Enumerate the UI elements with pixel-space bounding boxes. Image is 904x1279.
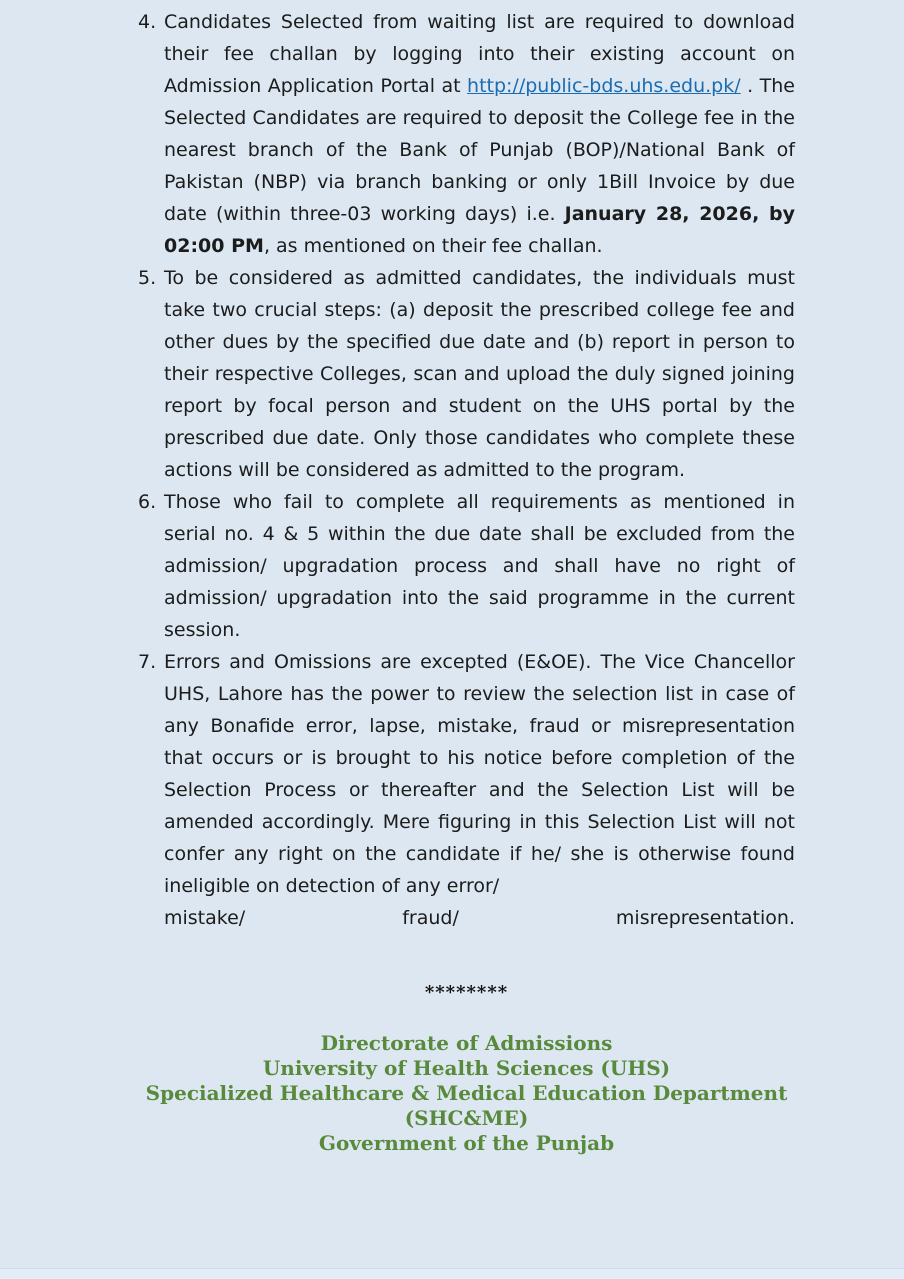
spread-word: fraud/ (402, 907, 459, 929)
body-text: Those who fail to complete all requirements as mentioned in serial no. 4 & 5 within the due date shall be excluded from the admission/ upgradation process and shall have no right of admission/ upgradation into the said programme in the current session. (164, 491, 795, 641)
item-text (164, 262, 795, 486)
page-edge (0, 1268, 904, 1279)
body-text: Candidates Selected from waiting list are required to download their fee challan by logging into their existing account on Admission Application Portal at (164, 11, 795, 97)
item-number: 6. (138, 491, 157, 513)
spread-last-line (164, 902, 795, 934)
body-text: , as mentioned on their fee challan. (263, 235, 603, 257)
notice-list (138, 6, 795, 934)
portal-link[interactable]: http://public-bds.uhs.edu.pk/ (467, 75, 741, 97)
item-text (164, 486, 795, 646)
item-text (164, 6, 795, 262)
list-item-4 (138, 6, 795, 262)
item-number: 4. (138, 11, 157, 33)
footer-line-1: Directorate of Admissions (320, 1031, 613, 1055)
list-item-6 (138, 486, 795, 646)
spread-word: mistake/ (164, 907, 246, 929)
item-text (164, 646, 795, 902)
deadline-text: January 28, 2026, by 02:00 PM (164, 203, 795, 257)
asterisk-separator: ******** (424, 982, 509, 1003)
footer-line-3: Specialized Healthcare & Medical Education Department (145, 1081, 788, 1105)
footer-line-2: University of Health Sciences (UHS) (262, 1056, 671, 1080)
item-number: 7. (138, 651, 157, 673)
item-number: 5. (138, 267, 157, 289)
list-item-7 (138, 646, 795, 934)
body-text: . The Selected Candidates are required to deposit the College fee in the nearest branch of the Bank of Punjab (BOP)/National Bank of Pakistan (NBP) via branch banking or only 1Bill Invoice by due date (within three-03 working days) i.e. (164, 75, 795, 225)
footer-line-4: (SHC&ME) (404, 1106, 529, 1130)
item-body (164, 6, 795, 262)
footer-block (138, 1031, 795, 1156)
list-item-5 (138, 262, 795, 486)
item-body (164, 486, 795, 646)
body-text: To be considered as admitted candidates, the individuals must take two crucial steps: (a) deposit the prescribed college fee and other dues by the specified due date and (b) report in person to their respective Colleges, scan and upload the duly signed joining report by focal person and student on the UHS portal by the prescribed due date. Only those candidates who complete these actions will be considered as admitted to the program. (164, 267, 795, 481)
item-body (164, 262, 795, 486)
footer-line-5: Government of the Punjab (318, 1131, 615, 1155)
item-body (164, 646, 795, 934)
body-text: Errors and Omissions are excepted (E&OE). The Vice Chancellor UHS, Lahore has the power to review the selection list in case of any Bonafide error, lapse, mistake, fraud or misrepresentation that occurs or is brought to his notice before completion of the Selection Process or thereafter and the Selection List will be amended accordingly. Mere figuring in this Selection List will not confer any right on the candidate if he/ she is otherwise found ineligible on detection of any error/ (164, 651, 795, 897)
spread-word: misrepresentation. (615, 907, 795, 929)
